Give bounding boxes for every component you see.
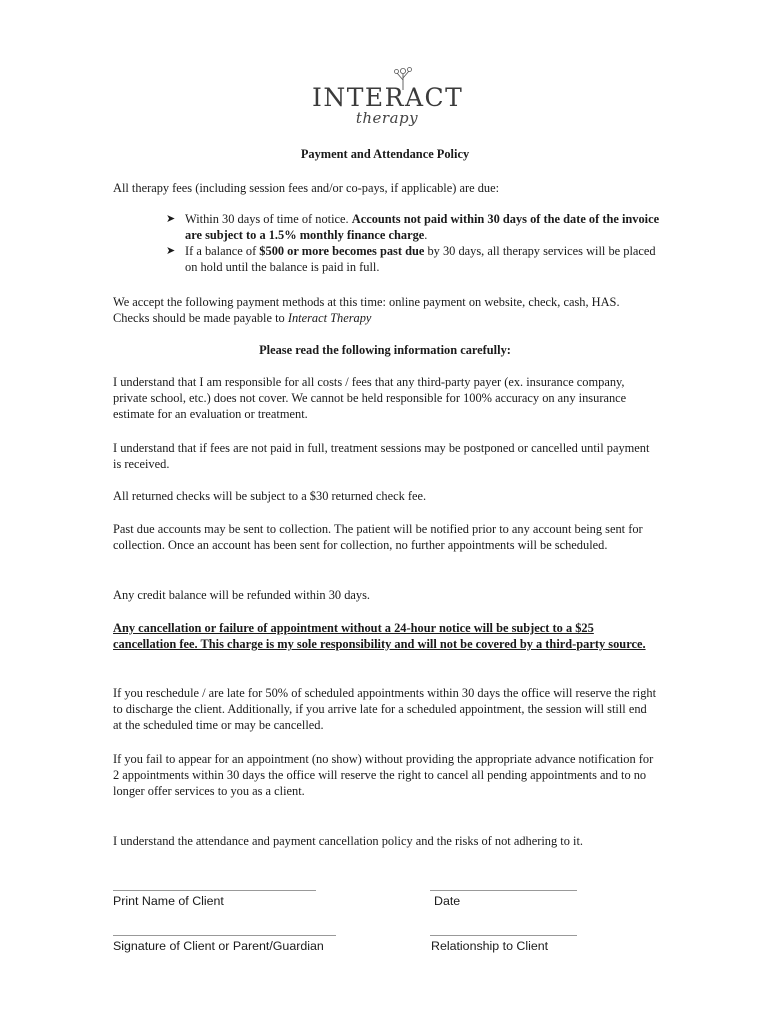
page-title: Payment and Attendance Policy: [300, 147, 470, 161]
paragraph-returned-checks: All returned checks will be subject to a $30 returned check fee.: [113, 489, 427, 503]
list-item: ➤ Within 30 days of time of notice. Accounts not paid within 30 days of the date of the invoice are subject to a 1.5% monthly finance charge.: [166, 212, 660, 242]
signature-line[interactable]: [113, 935, 336, 936]
arrow-bullet-icon: ➤: [166, 212, 176, 225]
relationship-line[interactable]: [430, 935, 577, 936]
paragraph-third-party: I understand that I am responsible for all costs / fees that any third-party payer (ex. insurance company, private school, etc.) does not cover. We cannot be held responsible for 100% accuracy on any insurance estimate for an evaluation or treatment.: [113, 375, 627, 421]
section-heading: Please read the following information carefully:: [259, 343, 511, 357]
paragraph-reschedule: If you reschedule / are late for 50% of scheduled appointments within 30 days the office will reserve the right to discharge the client. Additionally, if you arrive late for a scheduled appointment, the session will still end at the scheduled time or may be cancelled.: [113, 686, 657, 732]
logo-wordmark: INTERACT: [312, 83, 464, 112]
date-label: Date: [434, 894, 461, 908]
relationship-label: Relationship to Client: [431, 939, 549, 953]
print-name-line[interactable]: [113, 890, 316, 891]
logo-script-text: therapy: [355, 109, 419, 127]
paragraph-cancellation-fee: Any cancellation or failure of appointment without a 24-hour notice will be subject to a $25 cancellation fee. This charge is my sole responsibility and will not be covered by a third-party source.: [113, 621, 646, 651]
signature-label: Signature of Client or Parent/Guardian: [113, 939, 324, 953]
fee-terms-list: [166, 211, 661, 275]
payment-methods: We accept the following payment methods at this time: online payment on website, check, cash, HAS. Checks should be made payable to Interact Therapy: [113, 295, 620, 325]
date-line[interactable]: [430, 890, 577, 891]
paragraph-no-show: If you fail to appear for an appointment (no show) without providing the appropriate advance notification for 2 appointments within 30 days the office will reserve the right to cancel all pending appointments and to no longer offer services to you as a client.: [113, 752, 654, 798]
paragraph-acknowledgement: I understand the attendance and payment cancellation policy and the risks of not adhering to it.: [113, 834, 584, 848]
paragraph-credit-balance: Any credit balance will be refunded within 30 days.: [113, 588, 371, 602]
interact-therapy-logo: [312, 66, 462, 130]
fees-intro: All therapy fees (including session fees and/or co-pays, if applicable) are due:: [113, 181, 500, 195]
paragraph-unpaid-fees: I understand that if fees are not paid in full, treatment sessions may be postponed or cancelled until payment is received.: [113, 441, 650, 471]
arrow-bullet-icon: ➤: [166, 244, 176, 257]
paragraph-collections: Past due accounts may be sent to collection. The patient will be notified prior to any account being sent for collection. Once an account has been sent for collection, no further appointments will be scheduled.: [113, 522, 643, 552]
print-name-label: Print Name of Client: [113, 894, 224, 908]
list-item: ➤ If a balance of $500 or more becomes past due by 30 days, all therapy services will be placed on hold until the balance is paid in full.: [166, 244, 656, 274]
